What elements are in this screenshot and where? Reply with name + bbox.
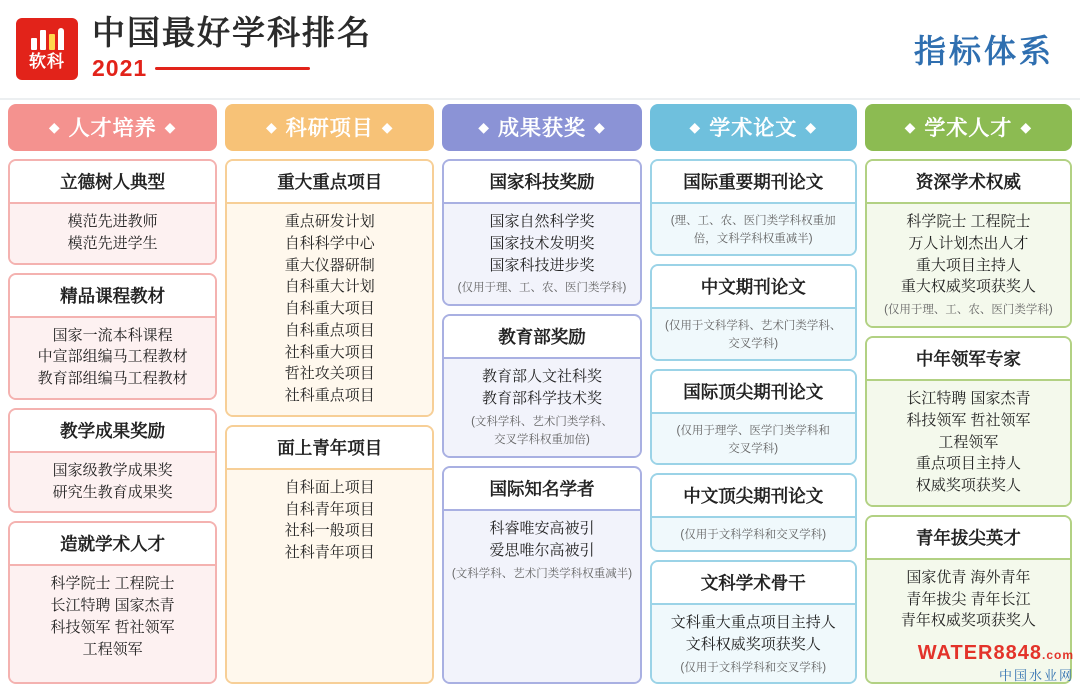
watermark-bottom: 中国水业网 xyxy=(998,668,1074,683)
indicator-note: (文科学科、艺术门类学科权重减半) xyxy=(451,567,633,580)
panel-academic-papers-4 xyxy=(650,560,857,684)
indicator-item: 爱思唯尔高被引 xyxy=(489,541,595,559)
indicator-item: 科学院士 工程院士 xyxy=(50,575,175,593)
indicator-item: 模范先进教师 xyxy=(67,213,158,230)
panel-title: 国家科技奖励 xyxy=(444,161,639,202)
indicator-item: 教育部人文社科奖 xyxy=(481,368,602,386)
panel-academic-talent-0 xyxy=(865,159,1072,328)
year-row xyxy=(92,55,372,82)
column-achievement-awards xyxy=(442,104,641,684)
section-title: 指标体系 xyxy=(913,33,1054,69)
indicator-item: 重点项目主持人 xyxy=(915,455,1021,473)
indicator-item: 社科一般项目 xyxy=(284,522,375,540)
panel-academic-papers-1 xyxy=(650,264,857,361)
diamond-icon: ◆ xyxy=(478,119,490,135)
indicator-item: 国家一流本科课程 xyxy=(52,326,173,344)
panel-talent-cultivation-0 xyxy=(8,159,217,265)
diamond-icon: ◆ xyxy=(805,119,817,135)
diamond-icon: ◆ xyxy=(689,119,702,135)
indicator-item: 哲社攻关项目 xyxy=(284,365,375,383)
column-header-achievement-awards xyxy=(442,104,641,151)
column-header-label: 学术人才 xyxy=(924,117,1013,140)
indicator-item: 研究生教育成果奖 xyxy=(52,483,173,501)
indicator-item: 社科重大项目 xyxy=(284,343,375,361)
indicator-item: 科技领军 哲社领军 xyxy=(50,618,175,636)
indicator-note: (仅用于文科学科、艺术门类学科、 xyxy=(665,319,842,332)
panel-body xyxy=(867,379,1070,505)
indicator-item: 重点研发计划 xyxy=(284,213,375,230)
indicator-item: 文科权威奖项获奖人 xyxy=(685,635,821,653)
panel-body xyxy=(652,412,855,465)
panel-body xyxy=(10,202,215,263)
indicator-item: 国家级教学成果奖 xyxy=(52,461,173,479)
indicator-item: 国家技术发明奖 xyxy=(489,234,595,252)
indicator-note: (仅用于理学、医学门类学科和 xyxy=(676,424,830,437)
column-header-label: 成果获奖 xyxy=(497,117,586,140)
panel-body xyxy=(10,564,215,682)
indicator-item: 社科青年项目 xyxy=(284,544,375,561)
indicator-item: 重大项目主持人 xyxy=(915,256,1021,274)
panel-body xyxy=(444,509,639,682)
panel-title: 国际重要期刊论文 xyxy=(652,161,855,202)
indicator-item: 教育部科学技术奖 xyxy=(481,390,602,408)
column-academic-papers xyxy=(650,104,857,684)
panel-body xyxy=(867,558,1070,682)
panel-title: 国际顶尖期刊论文 xyxy=(652,371,855,412)
panel-academic-talent-2 xyxy=(865,515,1072,684)
panel-body xyxy=(227,202,432,415)
panel-title: 精品课程教材 xyxy=(10,275,215,316)
indicator-item: 长江特聘 国家杰青 xyxy=(906,390,1031,408)
column-header-label: 学术论文 xyxy=(709,117,798,140)
indicator-note: (仅用于文科学科和交叉学科) xyxy=(680,529,827,542)
indicator-note: (仅用于文科学科和交叉学科) xyxy=(680,661,827,674)
indicator-item: 重大仪器研制 xyxy=(284,256,375,274)
indicator-item: 科技领军 哲社领军 xyxy=(906,411,1031,429)
panel-title: 教学成果奖励 xyxy=(10,410,215,451)
indicator-item: 文科重大重点项目主持人 xyxy=(670,614,836,632)
panel-title: 教育部奖励 xyxy=(444,316,639,357)
indicator-item: 自科青年项目 xyxy=(284,500,375,518)
column-talent-cultivation xyxy=(8,104,217,684)
indicator-note: 倍，文科学科权重减半) xyxy=(693,233,813,246)
diamond-icon: ◆ xyxy=(1020,119,1033,135)
brand-logo xyxy=(16,16,372,82)
diamond-icon: ◆ xyxy=(266,119,278,135)
column-header-talent-cultivation xyxy=(8,104,217,151)
indicator-item: 科学院士 工程院士 xyxy=(906,213,1031,230)
indicator-note: (理、工、农、医门类学科权重加 xyxy=(670,215,836,227)
indicator-note: 交叉学科) xyxy=(728,442,779,455)
column-header-academic-talent xyxy=(865,104,1072,151)
indicator-item: 自科重大计划 xyxy=(284,278,375,296)
panel-title: 资深学术权威 xyxy=(867,161,1070,202)
indicator-item: 自科面上项目 xyxy=(284,478,375,496)
column-research-projects xyxy=(225,104,434,684)
indicator-note: 交叉学科) xyxy=(728,337,779,350)
year-label: 2021 xyxy=(92,54,148,81)
panel-research-projects-0 xyxy=(225,159,434,417)
column-academic-talent xyxy=(865,104,1072,684)
indicator-item: 自科重大项目 xyxy=(284,300,375,317)
panel-research-projects-1 xyxy=(225,425,434,684)
page-title: 中国最好学科排名 xyxy=(92,14,372,52)
indicator-item: 工程领军 xyxy=(82,640,143,658)
panel-body xyxy=(10,316,215,398)
year-rule-divider xyxy=(155,67,310,70)
indicator-item: 社科重点项目 xyxy=(284,387,375,404)
panel-body xyxy=(652,603,855,684)
indicator-item: 自科科学中心 xyxy=(284,234,375,252)
diamond-icon: ◆ xyxy=(48,119,61,135)
panel-title: 面上青年项目 xyxy=(227,427,432,468)
indicator-system-board xyxy=(8,104,1072,684)
column-header-research-projects xyxy=(225,104,434,151)
indicator-note: (文科学科、艺术门类学科、 xyxy=(471,415,613,428)
indicator-item: 青年权威奖项获奖人 xyxy=(900,612,1036,630)
indicator-item: 自科重点项目 xyxy=(284,321,375,339)
indicator-item: 国家科技进步奖 xyxy=(489,256,595,274)
panel-talent-cultivation-1 xyxy=(8,273,217,400)
panel-achievement-awards-2 xyxy=(442,466,641,684)
panel-title: 文科学术骨干 xyxy=(652,562,855,603)
column-header-academic-papers xyxy=(650,104,857,151)
panel-body xyxy=(227,468,432,682)
title-block xyxy=(92,16,372,82)
panel-achievement-awards-0 xyxy=(442,159,641,306)
panel-academic-talent-1 xyxy=(865,336,1072,507)
panel-title: 青年拔尖英才 xyxy=(867,517,1070,558)
panel-talent-cultivation-2 xyxy=(8,408,217,514)
indicator-item: 中宣部组编马工程教材 xyxy=(37,348,188,366)
watermark-domain: .com xyxy=(1041,648,1074,662)
panel-title: 中文顶尖期刊论文 xyxy=(652,475,855,516)
diamond-icon: ◆ xyxy=(904,119,917,135)
logo-text: 软科 xyxy=(29,51,65,71)
panel-body xyxy=(867,202,1070,326)
indicator-item: 科睿唯安高被引 xyxy=(489,520,595,538)
indicator-item: 国家优青 海外青年 xyxy=(906,568,1031,586)
diamond-icon: ◆ xyxy=(381,119,394,135)
panel-academic-papers-2 xyxy=(650,369,857,466)
panel-title: 立德树人典型 xyxy=(10,161,215,202)
panel-body xyxy=(652,516,855,551)
column-header-label: 科研项目 xyxy=(285,117,374,140)
indicator-item: 权威奖项获奖人 xyxy=(915,477,1021,495)
panel-title: 中文期刊论文 xyxy=(652,266,855,307)
page-header xyxy=(0,0,1080,100)
indicator-item: 教育部组编马工程教材 xyxy=(37,370,188,387)
ranking-bars-logo-icon xyxy=(16,18,78,80)
panel-body xyxy=(652,202,855,255)
diamond-icon: ◆ xyxy=(593,119,606,135)
indicator-note: (仅用于理、工、农、医门类学科) xyxy=(457,282,627,295)
indicator-note: 交叉学科权重加倍) xyxy=(494,433,590,446)
panel-title: 中年领军专家 xyxy=(867,338,1070,379)
panel-body xyxy=(10,451,215,512)
panel-title: 国际知名学者 xyxy=(444,468,639,509)
panel-talent-cultivation-3 xyxy=(8,521,217,684)
indicator-note: (仅用于理、工、农、医门类学科) xyxy=(884,304,1053,316)
indicator-item: 重大权威奖项获奖人 xyxy=(900,278,1036,296)
panel-academic-papers-3 xyxy=(650,473,857,552)
indicator-item: 青年拔尖 青年长江 xyxy=(906,590,1031,608)
indicator-item: 万人计划杰出人才 xyxy=(908,234,1029,252)
indicator-item: 国家自然科学奖 xyxy=(489,213,595,230)
column-header-label: 人才培养 xyxy=(68,117,157,140)
panel-body xyxy=(444,357,639,456)
panel-academic-papers-0 xyxy=(650,159,857,256)
indicator-item: 长江特聘 国家杰青 xyxy=(50,597,175,614)
panel-achievement-awards-1 xyxy=(442,314,641,458)
panel-title: 造就学术人才 xyxy=(10,523,215,564)
logo-bars-icon xyxy=(31,28,64,50)
panel-title: 重大重点项目 xyxy=(227,161,432,202)
indicator-item: 工程领军 xyxy=(938,433,999,451)
panel-body xyxy=(652,307,855,360)
diamond-icon: ◆ xyxy=(164,119,177,135)
panel-body xyxy=(444,202,639,304)
watermark-top-text: WATER8848 xyxy=(917,642,1042,664)
indicator-item: 模范先进学生 xyxy=(67,234,158,252)
